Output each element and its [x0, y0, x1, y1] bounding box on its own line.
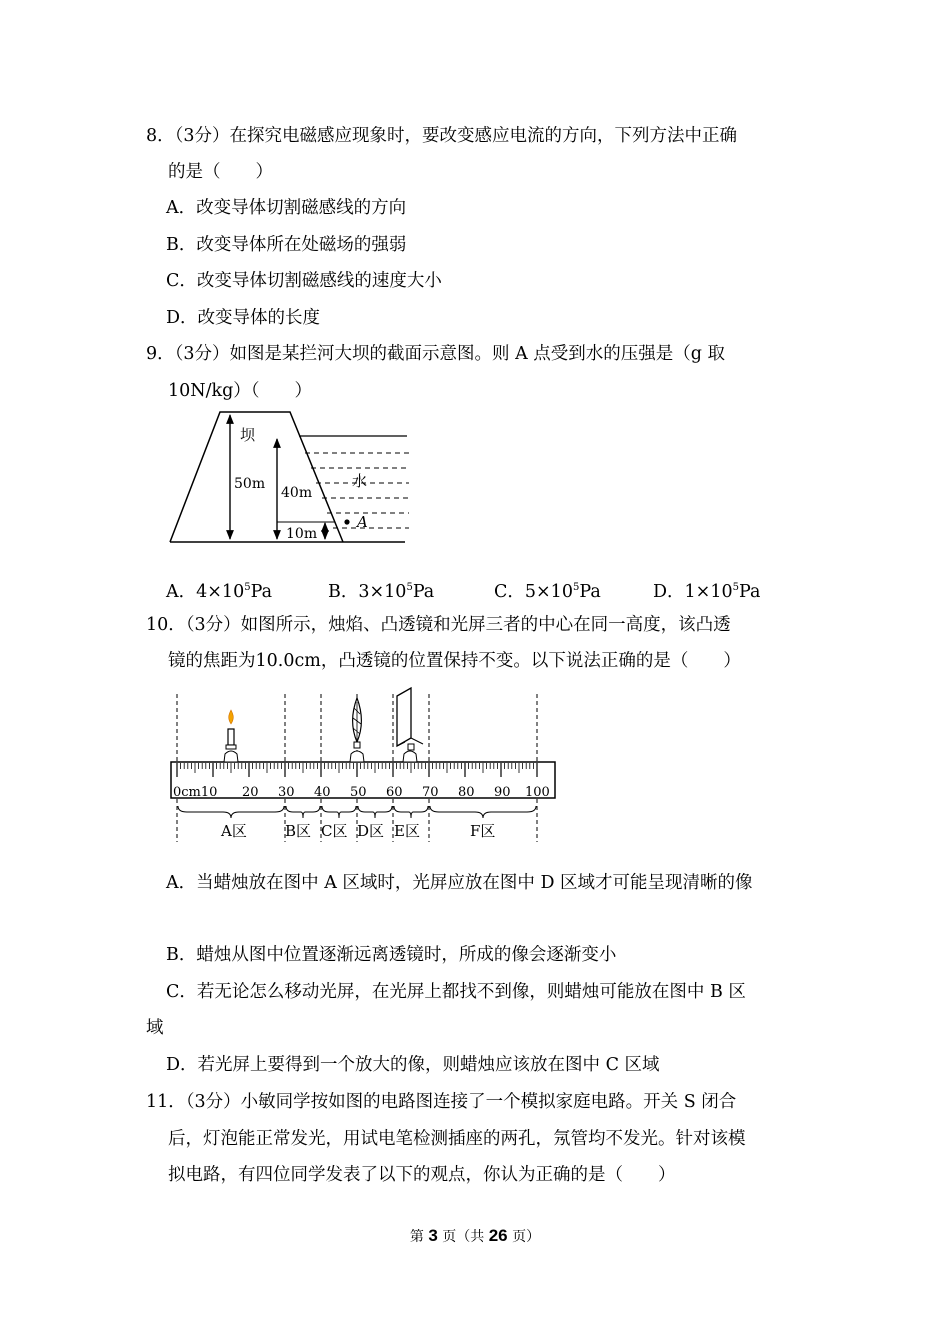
q10-option-c-cont: 域 — [146, 1018, 164, 1038]
depth-40m-label: 40m — [281, 485, 313, 501]
q8-option-c: C．改变导体切割磁感线的速度大小 — [166, 271, 442, 291]
ruler-label-40: 40 — [314, 785, 331, 800]
q9-option-c: C．$5\times 10^5Pa$ — [494, 582, 601, 602]
q11-stem-line1: 11．（3分）小敏同学按如图的电路图连接了一个模拟家庭电路。开关 S 闭合 — [146, 1092, 737, 1112]
q10-stem-line2: 镜的焦距为10.0cm，凸透镜的位置保持不变。以下说法正确的是（ ） — [168, 651, 741, 671]
q11-stem-line3: 拟电路，有四位同学发表了以下的观点，你认为正确的是（ ） — [168, 1165, 676, 1185]
region-f-label: F区 — [470, 822, 496, 840]
q8-option-b: B．改变导体所在处磁场的强弱 — [166, 235, 407, 255]
point-a-label: A — [357, 513, 368, 531]
ruler-label-50: 50 — [350, 785, 367, 800]
ruler-label-30: 30 — [278, 785, 295, 800]
candle-body — [228, 729, 234, 745]
candle — [224, 710, 238, 762]
candle-flame — [229, 710, 234, 724]
height-50m-label: 50m — [234, 476, 266, 492]
q9-option-d: D．$1\times 10^5Pa$ — [653, 582, 761, 602]
dam-cross-section-figure — [165, 408, 415, 550]
q8-stem-line1: 8．（3分）在探究电磁感应现象时，要改变感应电流的方向，下列方法中正确 — [146, 126, 738, 146]
q9-option-b: B．$3\times 10^5Pa$ — [328, 582, 435, 602]
q8-option-d: D．改变导体的长度 — [166, 308, 321, 328]
ruler-label-10: 0cm10 — [173, 785, 218, 800]
q8-stem-line2: 的是（ ） — [168, 162, 273, 182]
total-pages: 26 — [488, 1226, 508, 1245]
point-a-dot — [344, 519, 349, 524]
ruler-label-20: 20 — [242, 785, 259, 800]
q10-option-b: B．蜡烛从图中位置逐渐远离透镜时，所成的像会逐渐变小 — [166, 945, 617, 965]
ruler-label-70: 70 — [422, 785, 439, 800]
q10-option-a: A．当蜡烛放在图中 A 区域时，光屏应放在图中 D 区域才可能呈现清晰的像 — [166, 873, 753, 893]
q10-option-d: D．若光屏上要得到一个放大的像，则蜡烛应该放在图中 C 区域 — [166, 1055, 660, 1075]
q11-stem-line2: 后，灯泡能正常发光，用试电笔检测插座的两孔，氖管均不发光。针对该模 — [168, 1129, 746, 1149]
region-e-label: E区 — [394, 822, 420, 840]
page-footer: 第 3 页（共 26 页） — [409, 1226, 541, 1245]
q8-option-a: A．改变导体切割磁感线的方向 — [166, 198, 407, 218]
height-10m-label: 10m — [286, 526, 318, 542]
q10-stem-line1: 10．（3分）如图所示，烛焰、凸透镜和光屏三者的中心在同一高度，该凸透 — [146, 615, 731, 635]
optical-bench-figure — [165, 684, 565, 848]
page-number: 3 — [428, 1226, 438, 1245]
ruler-label-60: 60 — [386, 785, 403, 800]
ruler-label-90: 90 — [494, 785, 511, 800]
region-b-label: B区 — [285, 822, 312, 840]
candle-holder — [226, 745, 236, 749]
dam-label: 坝 — [240, 426, 256, 444]
region-a-label: A区 — [221, 822, 247, 840]
q9-stem-line1: 9．（3分）如图是某拦河大坝的截面示意图。则 A 点受到水的压强是（g 取 — [146, 344, 726, 364]
ruler-label-100: 100 — [525, 785, 550, 800]
candle-base — [224, 751, 238, 762]
region-d-label: D区 — [357, 822, 385, 840]
convex-lens — [350, 698, 364, 762]
ruler-label-80: 80 — [458, 785, 475, 800]
region-c-label: C区 — [321, 822, 348, 840]
water-label: 水 — [352, 472, 368, 490]
q10-option-c: C．若无论怎么移动光屏，在光屏上都找不到像，则蜡烛可能放在图中 B 区 — [166, 982, 746, 1002]
light-screen — [397, 688, 423, 762]
q9-stem-line2: 10N/kg）（ ） — [168, 381, 313, 401]
q9-option-a: A．$4\times 10^5Pa$ — [166, 582, 273, 602]
